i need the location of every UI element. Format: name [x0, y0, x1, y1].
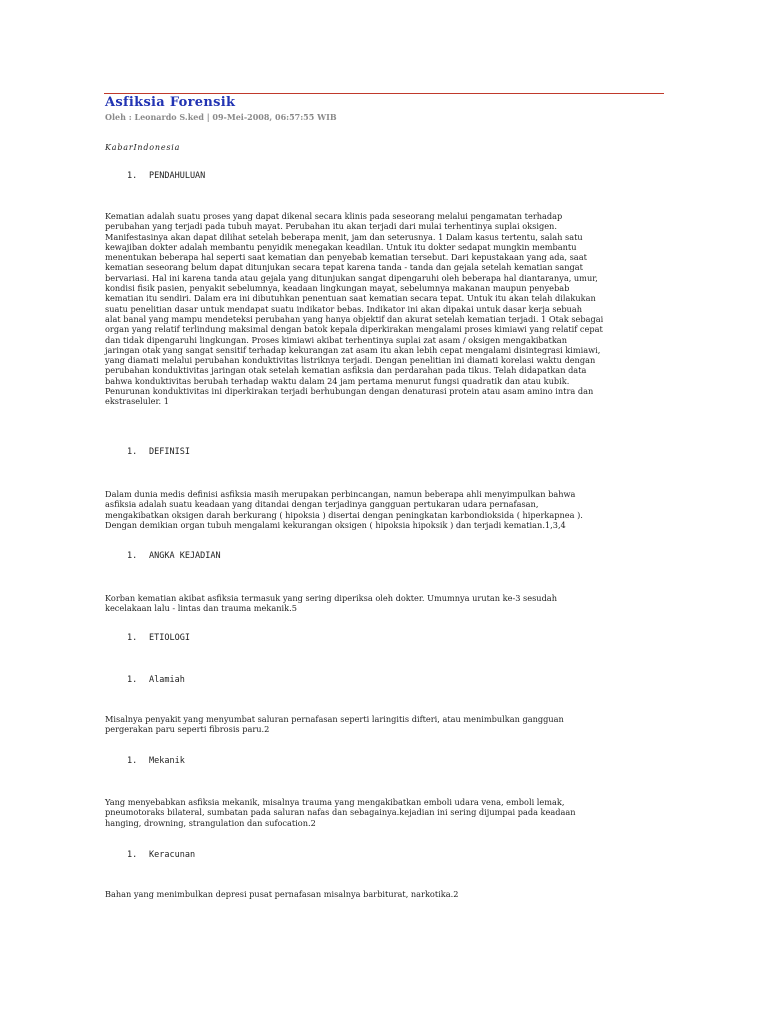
text-line: Kematian adalah suatu proses yang dapat dikenal secara klinis pada seseorang melalui pengamatan terhadap [105, 211, 563, 221]
article-source: KabarIndonesia [105, 143, 181, 152]
section-heading-alamiah [127, 675, 185, 685]
section-heading-mekanik [127, 756, 185, 766]
paragraph-definisi [105, 489, 665, 530]
section-number: 1. [127, 171, 138, 181]
text-line: Bahan yang menimbulkan depresi pusat pernafasan misalnya barbiturat, narkotika.2 [105, 889, 459, 899]
text-line: Korban kematian akibat asfiksia termasuk yang sering diperiksa oleh dokter. Umumnya urutan ke-3 sesudah [105, 593, 557, 603]
text-line: perubahan yang terjadi pada tubuh mayat. Perubahan itu akan terjadi dari mulai terhentinya suplai oksigen. [105, 221, 557, 232]
paragraph-alamiah [105, 714, 665, 735]
section-heading-keracunan [127, 850, 195, 860]
section-heading-pendahuluan [127, 171, 205, 181]
paragraph-angka-kejadian [105, 593, 665, 614]
text-line: pneumotoraks bilateral, sumbatan pada saluran nafas dan sebagainya.kejadian ini sering dijumpai pada keadaan [105, 807, 576, 818]
text-line: organ yang relatif terlindung maksimal dengan batok kepala diperkirakan mengalami proses kimiawi yang relatif cepat [105, 324, 603, 335]
text-line: perubahan konduktivitas jaringan otak setelah kematian asfiksia dan perdarahan pada tikus. Telah didapatkan data [105, 365, 587, 376]
section-number: 1. [127, 551, 138, 561]
text-line: jaringan otak yang sangat sensitif terhadap kekurangan zat asam itu akan lebih cepat mengalami disintegrasi kimiawi, [105, 344, 601, 355]
text-line: Dalam dunia medis definisi asfiksia masih merupakan perbincangan, namun beberapa ahli menyimpulkan bahwa [105, 489, 576, 499]
text-line: kondisi fisik pasien, penyakit sebelumnya, keadaan lingkungan mayat, sebelumnya makanan maupun penyebab [105, 283, 570, 294]
section-title: DEFINISI [149, 447, 190, 457]
text-line: dan tidak dipengaruhi lingkungan. Proses kimiawi akibat terhentinya suplai zat asam / oksigen mengakibatkan [105, 334, 567, 345]
text-line: yang diamati melalui perubahan konduktivitas listriknya terjadi. Dengan penelitian ini diamati korelasi waktu dengan [105, 355, 596, 366]
text-line: Manifestasinya akan dapat dilihat setelah beberapa menit, jam dan seterusnya. 1 Dalam kasus tertentu, salah satu [105, 231, 583, 242]
section-title: Keracunan [149, 850, 196, 860]
text-line: alat banal yang mampu mendeteksi perubahan yang hanya objektif dan akurat setelah kematian terjadi. 1 Otak sebagai [105, 313, 604, 324]
text-line: mengakibatkan oksigen darah berkurang ( hipoksia ) disertai dengan peningkatan karbondioksida ( hiperkapnea ). [105, 509, 583, 520]
paragraph-keracunan [105, 889, 665, 899]
text-line: Yang menyebabkan asfiksia mekanik, misalnya trauma yang mengakibatkan emboli udara vena, emboli lemak, [105, 797, 565, 807]
article-byline: Oleh : Leonardo S.ked | 09-Mei-2008, 06:57:55 WIB [105, 112, 337, 122]
paragraph-pendahuluan [105, 211, 665, 407]
text-line: asfiksia adalah suatu keadaan yang ditandai dengan terjadinya gangguan pertukaran udara pernafasan, [105, 499, 539, 510]
text-line: kecelakaan lalu - lintas dan trauma mekanik.5 [105, 603, 297, 614]
text-line: pergerakan paru seperti fibrosis paru.2 [105, 724, 270, 735]
text-line: bervariasi. Hal ini karena tanda atau gejala yang ditunjukan sangat dipengaruhi oleh beberapa hal diantaranya, umur, [105, 272, 598, 283]
text-line: suatu penelitian dasar untuk mendapat suatu indikator bebas. Indikator ini akan dipakai untuk dasar kerja sebuah [105, 303, 583, 314]
section-number: 1. [127, 447, 138, 457]
section-number: 1. [127, 850, 138, 860]
section-title: Alamiah [149, 675, 185, 685]
section-title: ETIOLOGI [149, 633, 190, 643]
text-line: kematian seseorang belum dapat ditunjukan secara tepat karena tanda - tanda dan gejala setelah kematian sangat [105, 262, 583, 273]
title-divider [104, 93, 664, 94]
text-line: kematian itu sendiri. Dalam era ini dibutuhkan penentuan saat kematian secara tepat. Untuk itu akan telah dilakukan [105, 293, 596, 304]
section-heading-definisi [127, 447, 190, 457]
section-title: PENDAHULUAN [149, 171, 206, 181]
section-number: 1. [127, 675, 138, 685]
section-title: Mekanik [149, 756, 185, 766]
section-number: 1. [127, 633, 138, 643]
text-line: Dengan demikian organ tubuh mengalami kekurangan oksigen ( hipoksia hipoksik ) dan terjadi kematian.1,3,4 [105, 519, 566, 530]
section-number: 1. [127, 756, 138, 766]
text-line: Penurunan konduktivitas ini diperkirakan terjadi berhubungan dengan denaturasi protein atau asam amino intra dan [105, 386, 594, 397]
text-line: bahwa konduktivitas berubah terhadap waktu dalam 24 jam pertama menurut fungsi quadratik dan atau kubik. [105, 375, 570, 386]
text-line: Misalnya penyakit yang menyumbat saluran pernafasan seperti laringitis difteri, atau menimbulkan gangguan [105, 714, 564, 724]
section-heading-etiologi [127, 633, 190, 643]
paragraph-mekanik [105, 797, 665, 828]
article-title: Asfiksia Forensik [105, 95, 236, 110]
section-heading-angka-kejadian [127, 551, 221, 561]
text-line: ekstraseluler. 1 [105, 396, 169, 407]
text-line: kewajiban dokter adalah membantu penyidik menegakan keadilan. Untuk itu dokter sedapat mungkin membantu [105, 241, 577, 252]
text-line: hanging, drowning, strangulation dan sufocation.2 [105, 817, 316, 828]
text-line: menentukan beberapa hal seperti saat kematian dan penyebab kematian tersebut. Dari kepustakaan yang ada, saat [105, 252, 587, 263]
section-title: ANGKA KEJADIAN [149, 551, 221, 561]
